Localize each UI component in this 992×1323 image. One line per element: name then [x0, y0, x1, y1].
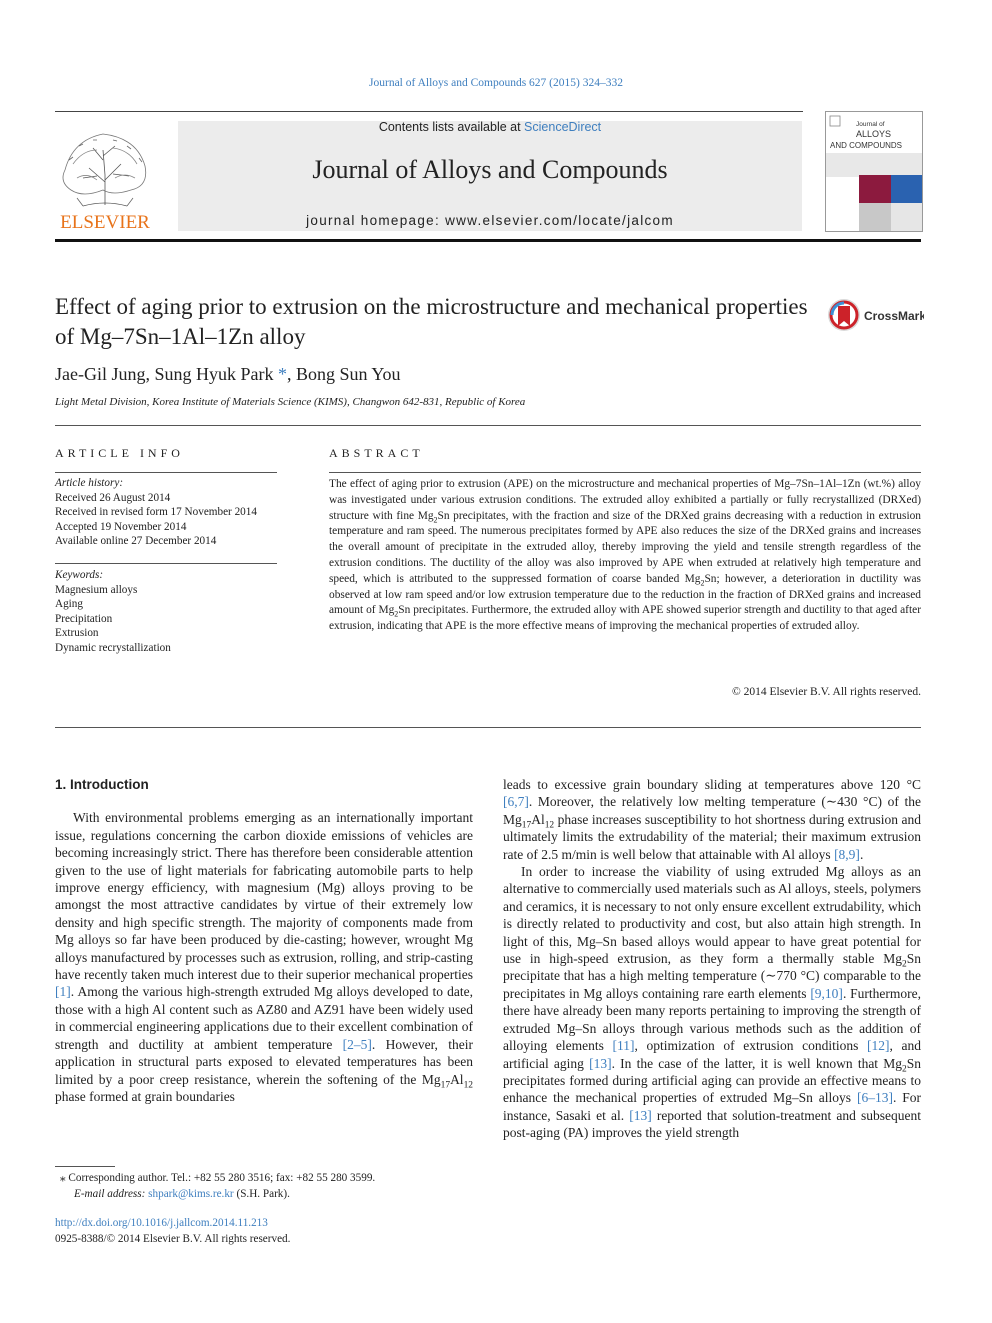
section-rule [55, 425, 921, 426]
reference-link[interactable]: [9,10] [810, 985, 843, 1001]
abstract-text: The effect of aging prior to extrusion (APE) on the microstructure and mechanical properties of Mg–7Sn–1Al–1Zn (wt.%) alloy was investigated under various extrusion conditions. The extruded alloy exhibited a partially or fully recrystallized (DRXed) structure with fine $Mg_2Sn$ precipitates, with the fraction and size of the DRXed grains decreasing with a reduction in extrusion temperature and ram speed. The numerous precipitates formed by APE also reduces the size of the DRXed grains and increases the overall amount of precipitate in the extruded alloy, thereby improving the yield and tensile strength regardless of the extrusion conditions. The ductility of the alloy was also improved by APE when extruded at relatively high temperature and speed, which is attributed to the suppressed formation of coarse banded $Mg_2Sn$; however, a deterioration in ductility was observed at low ram speed and/or low extrusion temperature due to the reduction in the fraction of DRXed grains and increased amount of $Mg_2Sn$ precipitates. Furthermore, the extruded alloy with APE showed superior strength and ductility to that aged after extrusion, indicating that APE is the more effective means of improving the mechanical properties of extruded alloy. [329, 478, 921, 633]
footnote-rule [55, 1166, 115, 1167]
header-rule [55, 111, 803, 112]
section-heading: 1. Introduction [55, 777, 149, 792]
doi-link[interactable]: http://dx.doi.org/10.1016/j.jallcom.2014.11.213 [55, 1217, 268, 1229]
reference-link[interactable]: [13] [589, 1055, 612, 1071]
keywords-rule [55, 563, 277, 564]
affiliation: Light Metal Division, Korea Institute of Materials Science (KIMS), Changwon 642-831, Republic of Korea [55, 396, 526, 408]
journal-cover-icon [826, 112, 922, 231]
section-rule-bottom [55, 727, 921, 728]
svg-text:AND COMPOUNDS: AND COMPOUNDS [830, 141, 903, 150]
reference-link[interactable]: [13] [629, 1107, 652, 1123]
abstract-copyright: © 2014 Elsevier B.V. All rights reserved. [732, 686, 921, 698]
article-info-heading: ARTICLE INFO [55, 446, 184, 460]
article-history: Article history: Received 26 August 2014 Received in revised form 17 November 2014 Accepted 19 November 2014 Available online 27 December 2014 [55, 477, 257, 547]
keyword-item: Dynamic recrystallization [55, 641, 171, 654]
email-link[interactable]: shpark@kims.re.kr [148, 1188, 234, 1200]
contents-line: Contents lists available at ScienceDirect [378, 120, 602, 134]
reference-link[interactable]: [1] [55, 984, 71, 1000]
article-info-rule [55, 472, 277, 473]
reference-link[interactable]: [2–5] [342, 1036, 372, 1052]
journal-homepage[interactable]: journal homepage: www.elsevier.com/locate/jalcom [306, 213, 674, 228]
keyword-item: Magnesium alloys [55, 583, 138, 596]
keyword-item: Precipitation [55, 612, 113, 625]
elsevier-tree-icon [53, 120, 157, 232]
journal-title: Journal of Alloys and Compounds [312, 155, 668, 184]
reference-link[interactable]: [11] [612, 1038, 635, 1054]
corresponding-author-mark[interactable]: * [273, 364, 287, 384]
doi-block: http://dx.doi.org/10.1016/j.jallcom.2014.11.213 0925-8388/© 2014 Elsevier B.V. All rights reserved. [55, 1215, 475, 1247]
footnote-corresponding: ⁎ Corresponding author. Tel.: +82 55 280 3516; fax: +82 55 280 3599. E-mail address: shpark@kims.re.kr (S.H. Park). [60, 1172, 376, 1200]
svg-text:ALLOYS: ALLOYS [856, 129, 892, 139]
body-paragraph: With environmental problems emerging as an internationally important issue, regulations concerning the carbon dioxide emissions of vehicles are becoming increasingly strict. There has therefore been considerable attention given to the use of light materials for fabricating automobile parts to help improve energy efficiency, with magnesium (Mg) alloys proving to be amongst the most attractive candidates by virtue of their extremely low density and high specific strength. The majority of components made from Mg alloys so far have been produced by die-casting; however, wrought Mg alloys manufactured by processes such as extrusion, rolling, and strip-casting have recently taken much interest due to their superior mechanical properties [1]. Among the various high-strength extruded Mg alloys developed to date, those with a high Al content such as AZ80 and AZ91 have been widely used in commercial engineering applications due to their excellent combination of strength and ductility at ambient temperature [2–5]. However, their application in structural parts exposed to elevated temperatures has been limited by a poor creep resistance, wherein the softening of the $Mg_{17}Al_{12}$ phase formed at grain boundaries [55, 810, 473, 1104]
body-paragraph: In order to increase the viability of using extruded Mg alloys as an alternative to commercially used materials such as Al alloys, steels, polymers and ceramics, it is necessary to not only ensure excellent extrudability, which is directly related to productivity and cost, but also attain high strength. In light of this, Mg–Sn based alloys would appear to have great potential for use in high-speed extrusion, as they form a thermally stable $Mg_2Sn$ precipitate that has a high melting temperature (∼770 °C) comparable to the precipitates in Mg alloys containing rare earth elements [9,10]. Furthermore, there have already been many reports pertaining to improving the strength of extruded Mg–Sn alloys through various methods such as the addition of alloying elements [11], optimization of extrusion conditions [12], and artificial aging [13]. In the case of the latter, it is well known that $Mg_2Sn$ precipitates formed during artificial aging can provide an effective means to enhance the mechanical properties of extruded Mg–Sn alloys [6–13]. For instance, Sasaki et al. [13] reported that solution-treatment and subsequent post-aging (PA) improves the yield strength [503, 864, 921, 1141]
body-left-column [55, 776, 473, 1105]
crossmark-badge[interactable] [826, 296, 924, 334]
sciencedirect-link[interactable]: ScienceDirect [524, 120, 602, 134]
keywords: Keywords: Magnesium alloys Aging Precipitation Extrusion Dynamic recrystallization [55, 568, 285, 655]
author-list: Jae-Gil Jung, Sung Hyuk Park *, Bong Sun You [55, 364, 401, 384]
svg-text:CrossMark: CrossMark [864, 309, 924, 323]
journal-citation[interactable]: Journal of Alloys and Compounds 627 (2015) 324–332 [369, 77, 623, 89]
body-right-column [503, 776, 921, 1142]
reference-link[interactable]: [6,7] [503, 794, 529, 810]
journal-cover[interactable] [825, 111, 923, 232]
reference-link[interactable]: [8,9] [834, 846, 860, 862]
elsevier-wordmark: ELSEVIER [60, 212, 150, 232]
article-title: Effect of aging prior to extrusion on the microstructure and mechanical properties of Mg–7Sn–1Al–1Zn alloy [55, 294, 808, 349]
svg-text:Journal of: Journal of [856, 121, 885, 128]
header-thick-rule [55, 239, 921, 242]
reference-link[interactable]: [6–13] [856, 1090, 893, 1106]
elsevier-logo [53, 120, 157, 232]
keyword-item: Aging [55, 598, 83, 610]
body-paragraph: leads to excessive grain boundary sliding at temperatures above 120 °C [6,7]. Moreover, the relatively low melting temperature (∼430 °C) of the $Mg_{17}Al_{12}$ phase increases susceptibility to hot shortness during extrusion and ultimately limits the extrudability of the material; their maximum extrusion rate of 2.5 m/min is well below that attainable with Al alloys [8,9]. [503, 777, 921, 862]
crossmark-icon [826, 296, 924, 334]
abstract-rule [329, 472, 921, 473]
abstract-heading: ABSTRACT [329, 446, 424, 460]
keyword-item: Extrusion [55, 627, 99, 639]
reference-link[interactable]: [12] [866, 1038, 890, 1054]
